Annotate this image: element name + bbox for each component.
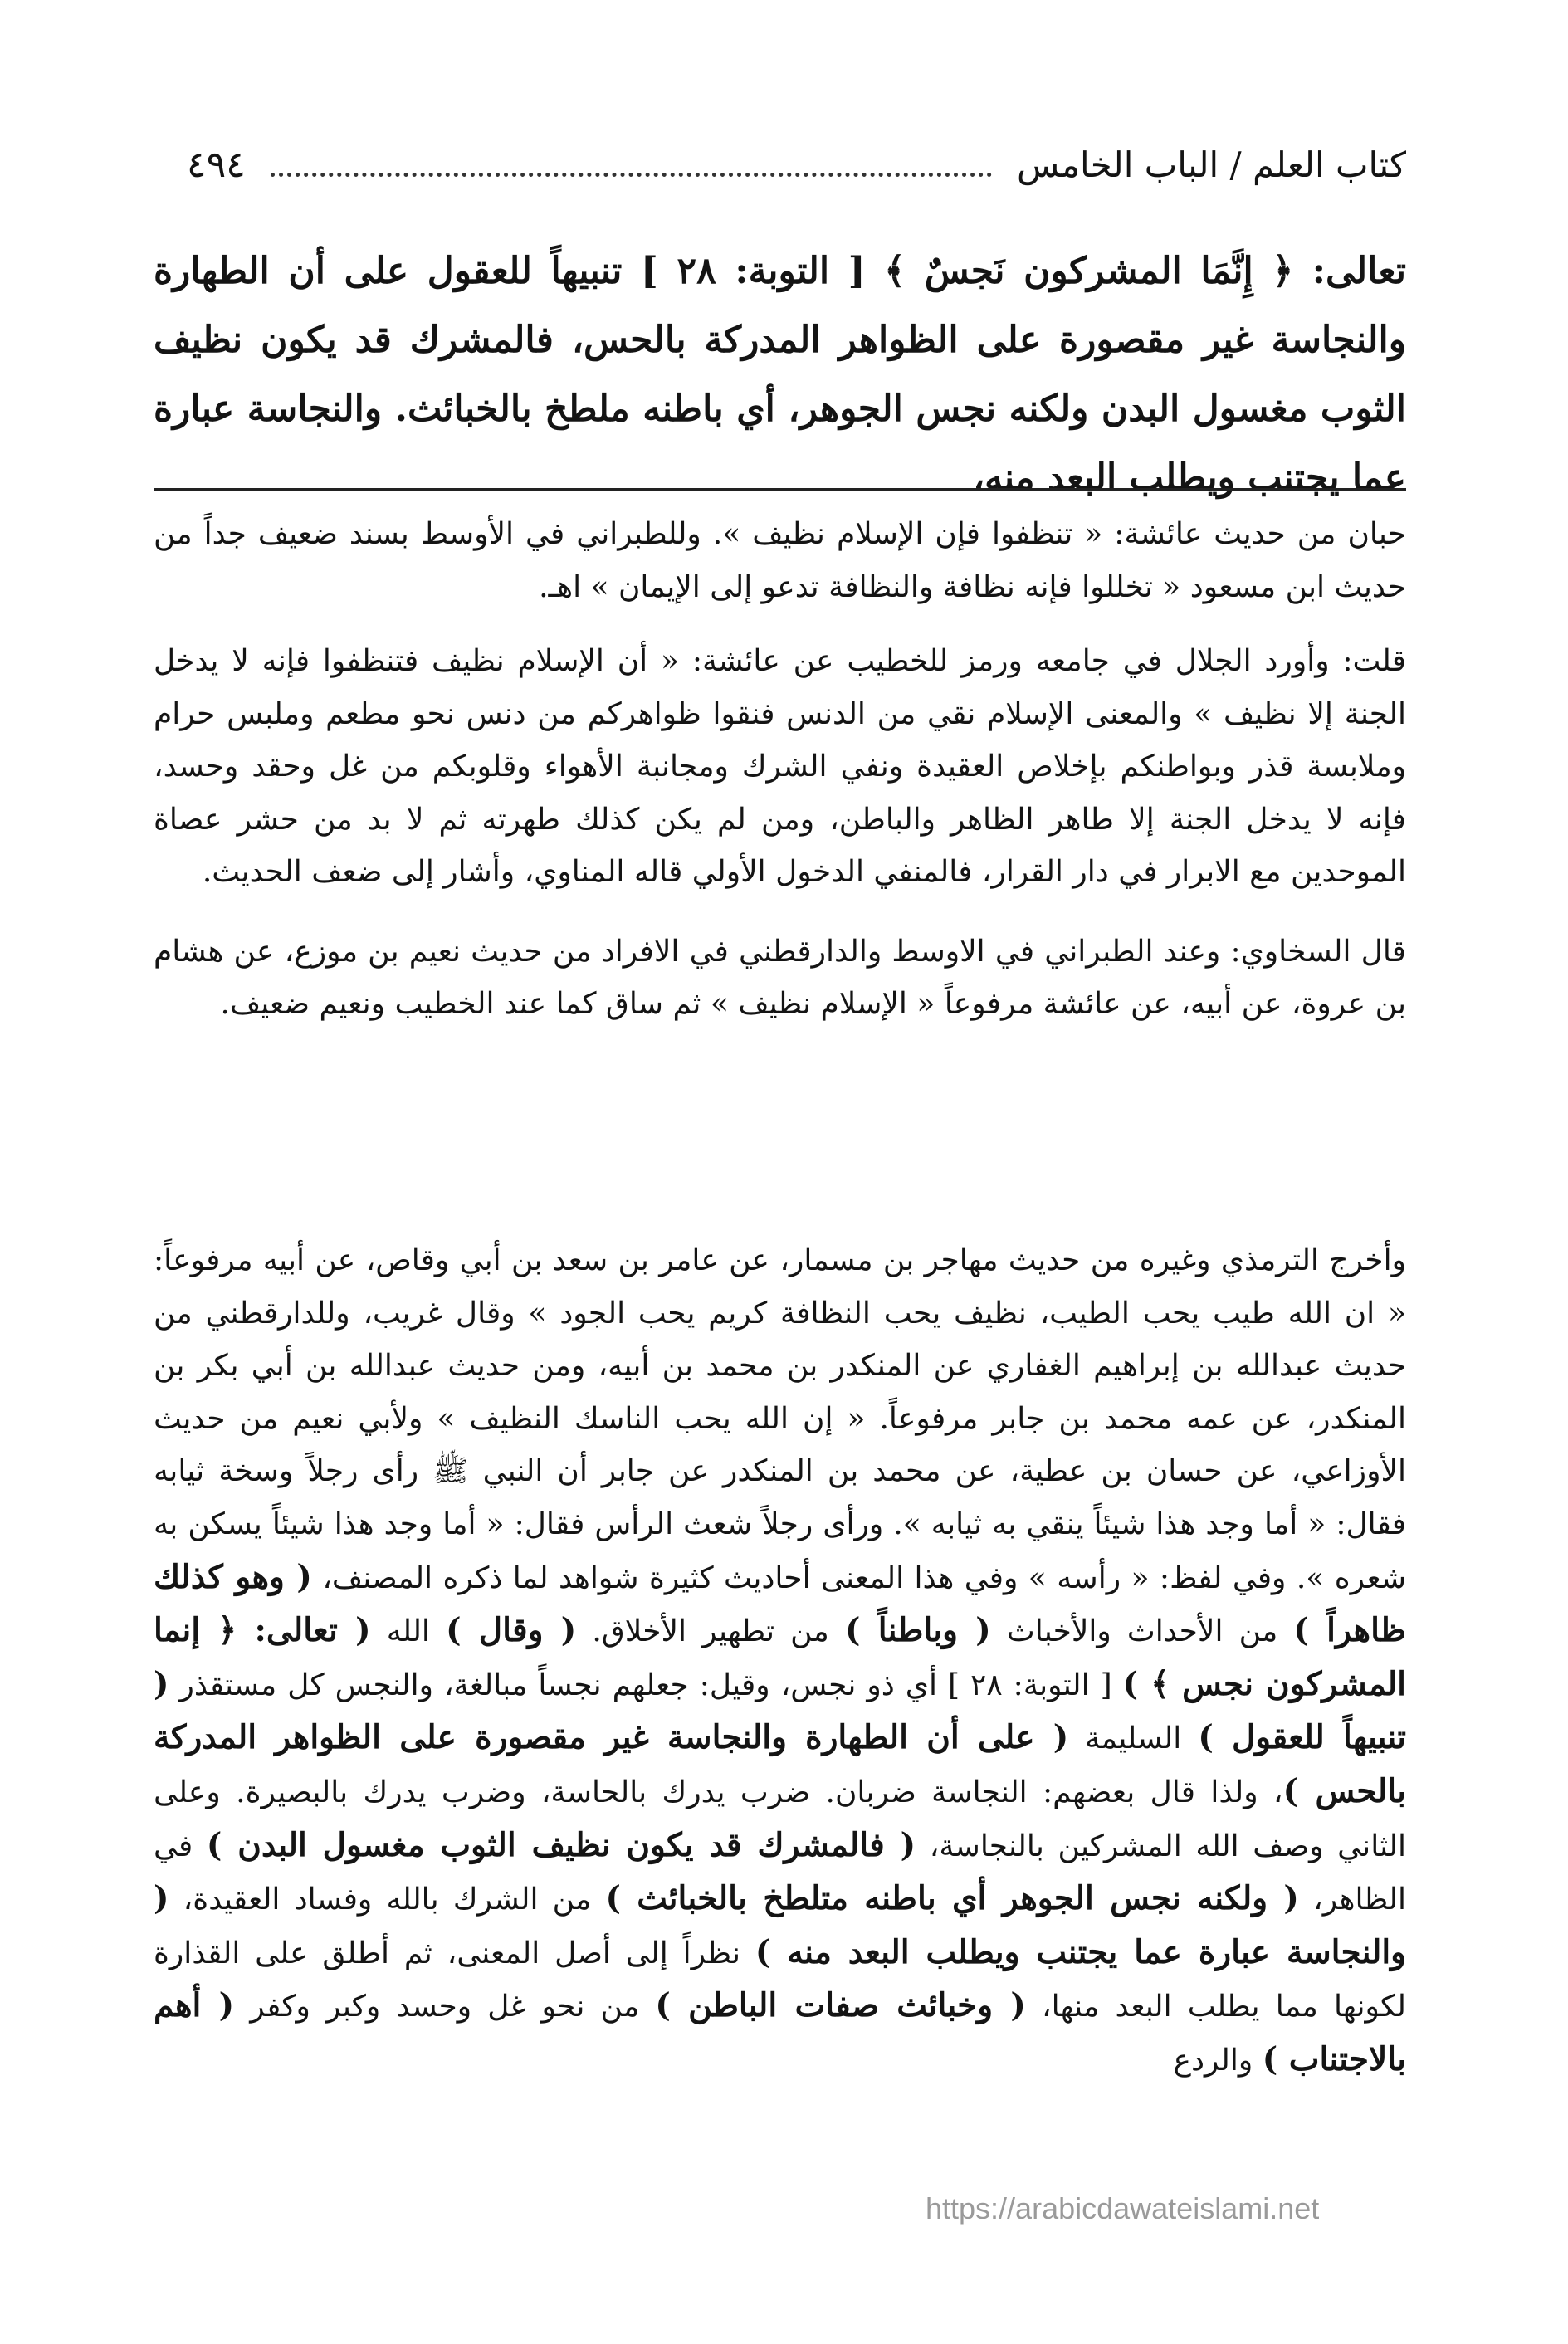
quoted-text: ( ولكنه نجس الجوهر أي باطنه متلطخ بالخبائث ): [605, 1879, 1299, 1918]
quoted-text: ( تنبيهاً للعقول ): [154, 1664, 1406, 1757]
footnote-paragraph: قلت: وأورد الجلال في جامعه ورمز للخطيب عن عائشة: « أن الإسلام نظيف فتنظفوا فإنه لا يدخل الجنة إلا نظيف » والمعنى الإسلام نقي من الدنس فنقوا ظواهركم من دنس نحو مطعم وملبس حرام وملابسة قذر وبواطنكم بإخلاص العقيدة ونفي الشرك ومجانبة الأهواء وقلوبكم من غل وحقد وحسد، فإنه لا يدخل الجنة إلا طاهر الظاهر والباطن، ومن لم يكن كذلك طهرته ثم لا بد من حشر عصاة الموحدين مع الابرار في دار القرار، فالمنفي الدخول الأولي قاله المناوي، وأشار إلى ضعف الحديث.: [154, 644, 1406, 889]
commentary-segment: من الأحداث والأخباث: [1006, 1614, 1278, 1649]
quoted-text: ( وخبائث صفات الباطن ): [655, 1986, 1026, 2025]
commentary-segment: ، ولذا قال بعضهم: النجاسة ضربان. ضرب يدرك بالحاسة، وضرب يدرك بالبصيرة. وعلى الثاني وصف الله المشركين بالنجاسة،: [154, 1775, 1407, 1863]
commentary-segment: السليمة: [1085, 1721, 1182, 1756]
commentary-segment: وأخرج الترمذي وغيره من حديث مهاجر بن مسمار، عن عامر بن سعد بن أبي وقاص، عن أبيه مرفوعاً: « ان الله طيب يحب الطيب، نظيف يحب النظافة كريم يحب الجود » وقال غريب، وللدارقطني من حديث عبدالله بن إبراهيم الغفاري عن المنكدر بن محمد بن أبيه، ومن حديث عبدالله بن أبي بكر بن المنكدر، عن عمه محمد بن جابر مرفوعاً. « إن الله يحب الناسك النظيف » ولأبي نعيم من حديث الأوزاعي، عن حسان بن عطية، عن محمد بن المنكدر عن جابر أن النبي ﷺ رأى رجلاً وسخة ثيابه فقال: « أما وجد هذا شيئاً ينقي به ثيابه ». ورأى رجلاً شعث الرأس فقال: « أما وجد هذا شيئاً يسكن به شعره ». وفي لفظ: « رأسه » وفي هذا المعنى أحاديث كثيرة شواهد لما ذكره المصنف،: [154, 1243, 1406, 1595]
commentary-segment: من تطهير الأخلاق.: [592, 1614, 829, 1649]
main-text: تعالى: ﴿ إِنَّمَا المشركون نَجسٌ ﴾ [ التوبة: ٢٨ ] تنبيهاً للعقول على أن الطهارة والنجاسة غير مقصورة على الظواهر المدركة بالحس، فالمشرك قد يكون نظيف الثوب مغسول البدن ولكنه نجس الجوهر، أي باطنه ملطخ بالخبائث. والنجاسة عبارة عما يجتنب ويطلب البعد منه،: [154, 250, 1406, 499]
commentary-text: [154, 1234, 1406, 2088]
quoted-text: ( على أن الطهارة والنجاسة غير مقصورة على الظواهر المدركة بالحس ): [154, 1718, 1407, 1810]
commentary-segment: نظراً إلى أصل المعنى، ثم أطلق على القذارة لكونها مما يطلب البعد منها،: [154, 1936, 1406, 2024]
footnote-paragraph: حبان من حديث عائشة: « تنظفوا فإن الإسلام نظيف ». وللطبراني في الأوسط بسند ضعيف جداً من حديث ابن مسعود « تخللوا فإنه نظافة والنظافة تدعو إلى الإيمان » اهـ.: [154, 517, 1406, 604]
commentary-segment: [ التوبة: ٢٨ ] أي ذو نجس، وقيل: جعلهم نجساً مبالغة، والنجس كل مستقذر: [179, 1668, 1112, 1702]
footnote-paragraph: قال السخاوي: وعند الطبراني في الاوسط والدارقطني في الافراد من حديث نعيم بن موزع، عن هشام بن عروة، عن أبيه، عن عائشة مرفوعاً « الإسلام نظيف » ثم ساق كما عند الخطيب ونعيم ضعيف.: [154, 934, 1406, 1021]
quoted-text: ( والنجاسة عبارة عما يجتنب ويطلب البعد منه ): [154, 1879, 1406, 1971]
running-title: كتاب العلم / الباب الخامس: [1016, 144, 1406, 185]
commentary-segment: الله: [386, 1614, 430, 1649]
quoted-text: ( تعالى: ﴿ إنما المشركون نجس ﴾ ): [154, 1611, 1406, 1703]
footnote-divider: [154, 488, 1406, 491]
commentary-segment: من الشرك بالله وفساد العقيدة،: [183, 1883, 592, 1917]
header-dotted-leader: [271, 153, 992, 177]
page-header: [154, 139, 1406, 189]
commentary-segment: من نحو غل وحسد وكبر وكفر: [250, 1990, 640, 2024]
quoted-text: ( وهو كذلك ظاهراً ): [154, 1557, 1406, 1650]
commentary-segment: في الظاهر،: [154, 1829, 1407, 1917]
footnotes: [154, 508, 1406, 1031]
watermark-url: https://arabicdawateislami.net: [926, 2191, 1320, 2225]
quoted-text: ( وباطناً ): [844, 1611, 991, 1650]
commentary-segment: والردع: [1173, 2043, 1253, 2078]
page-number: ٤٩٤: [187, 143, 246, 186]
quoted-text: ( فالمشرك قد يكون نظيف الثوب مغسول البدن ): [206, 1825, 916, 1864]
quoted-text: ( وقال ): [446, 1611, 577, 1650]
quoted-text: ( أهم بالاجتناب ): [154, 1986, 1406, 2078]
